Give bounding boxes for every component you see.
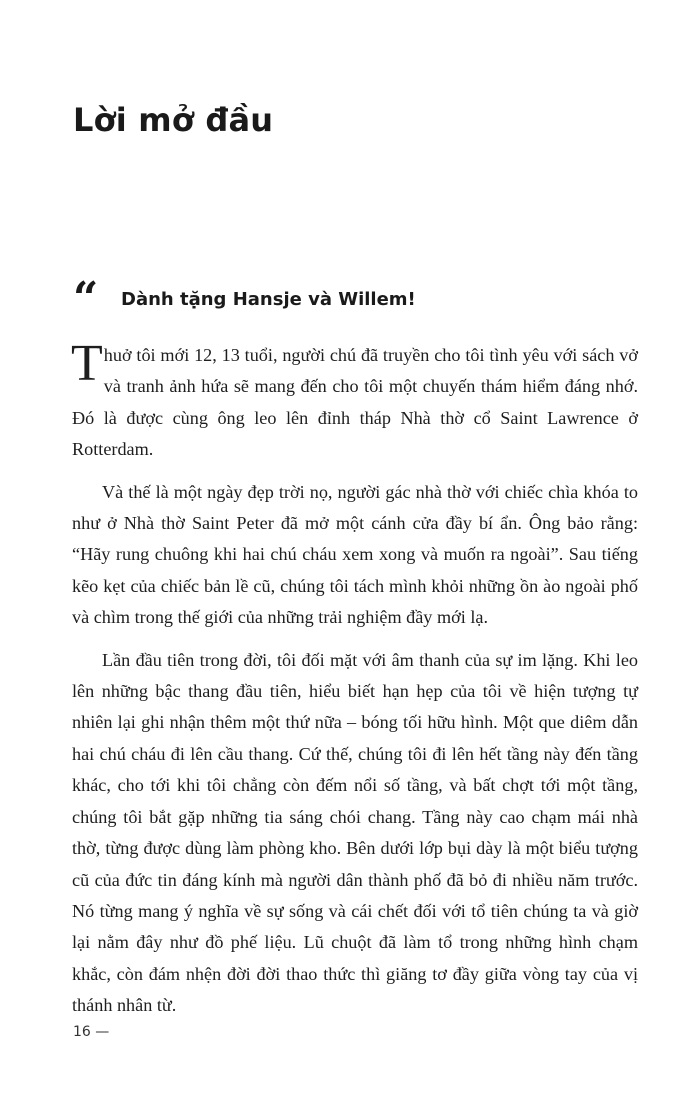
dedication-text: Dành tặng Hansje và Willem! [121, 289, 416, 310]
dedication [73, 273, 633, 324]
body-text [71, 335, 638, 1022]
chapter-title: Lời mở đầu [73, 101, 274, 139]
paragraph-1 [71, 335, 638, 466]
paragraph-2: Và thế là một ngày đẹp trời nọ, người gác nhà thờ với chiếc chìa khóa to như ở Nhà thờ Saint Peter đã mở một cánh cửa đầy bí ẩn. Ông bảo rằng: “Hãy rung chuông khi hai chú cháu xem xong và muốn ra ngoài”. Sau tiếng kẽo kẹt của chiếc bản lề cũ, chúng tôi tách mình khỏi những ồn ào ngoài phố và chìm trong thế giới của những trải nghiệm đầy mới lạ. [72, 481, 638, 628]
paragraph-1-text: huở tôi mới 12, 13 tuổi, người chú đã truyền cho tôi tình yêu với sách vở và tranh ảnh hứa sẽ mang đến cho tôi một chuyến thám hiểm đáng nhớ. Đó là được cùng ông leo lên đỉnh tháp Nhà thờ cổ Saint Lawrence ở Rotterdam. [72, 345, 638, 460]
dropcap-letter: T [71, 335, 103, 392]
page-number: 16 — [73, 1024, 110, 1040]
quote-mark-icon: “ [73, 273, 96, 324]
paragraph-3: Lần đầu tiên trong đời, tôi đối mặt với âm thanh của sự im lặng. Khi leo lên những bậc thang đầu tiên, hiểu biết hạn hẹp của tôi về hiện tượng tự nhiên lại ghi nhận thêm một thứ nữa – bóng tối hữu hình. Một que diêm dẫn hai chú cháu đi lên cầu thang. Cứ thế, chúng tôi đi lên hết tầng này đến tầng khác, cho tới khi tôi chẳng còn đếm nổi số tầng, và bất chợt tới một tầng, chúng tôi bắt gặp những tia sáng chói chang. Tầng này cao chạm mái nhà thờ, từng được dùng làm phòng kho. Bên dưới lớp bụi dày là một biểu tượng cũ của đức tin đáng kính mà người dân thành phố đã bỏ đi nhiều năm trước. Nó từng mang ý nghĩa về sự sống và cái chết đối với tổ tiên chúng ta và giờ lại nằm đây như đồ phế liệu. Lũ chuột đã làm tổ trong những hình chạm khắc, còn đám nhện đời đời thao thức thì giăng tơ đầy giữa vòng tay của vị thánh nhân từ. [72, 649, 638, 1016]
